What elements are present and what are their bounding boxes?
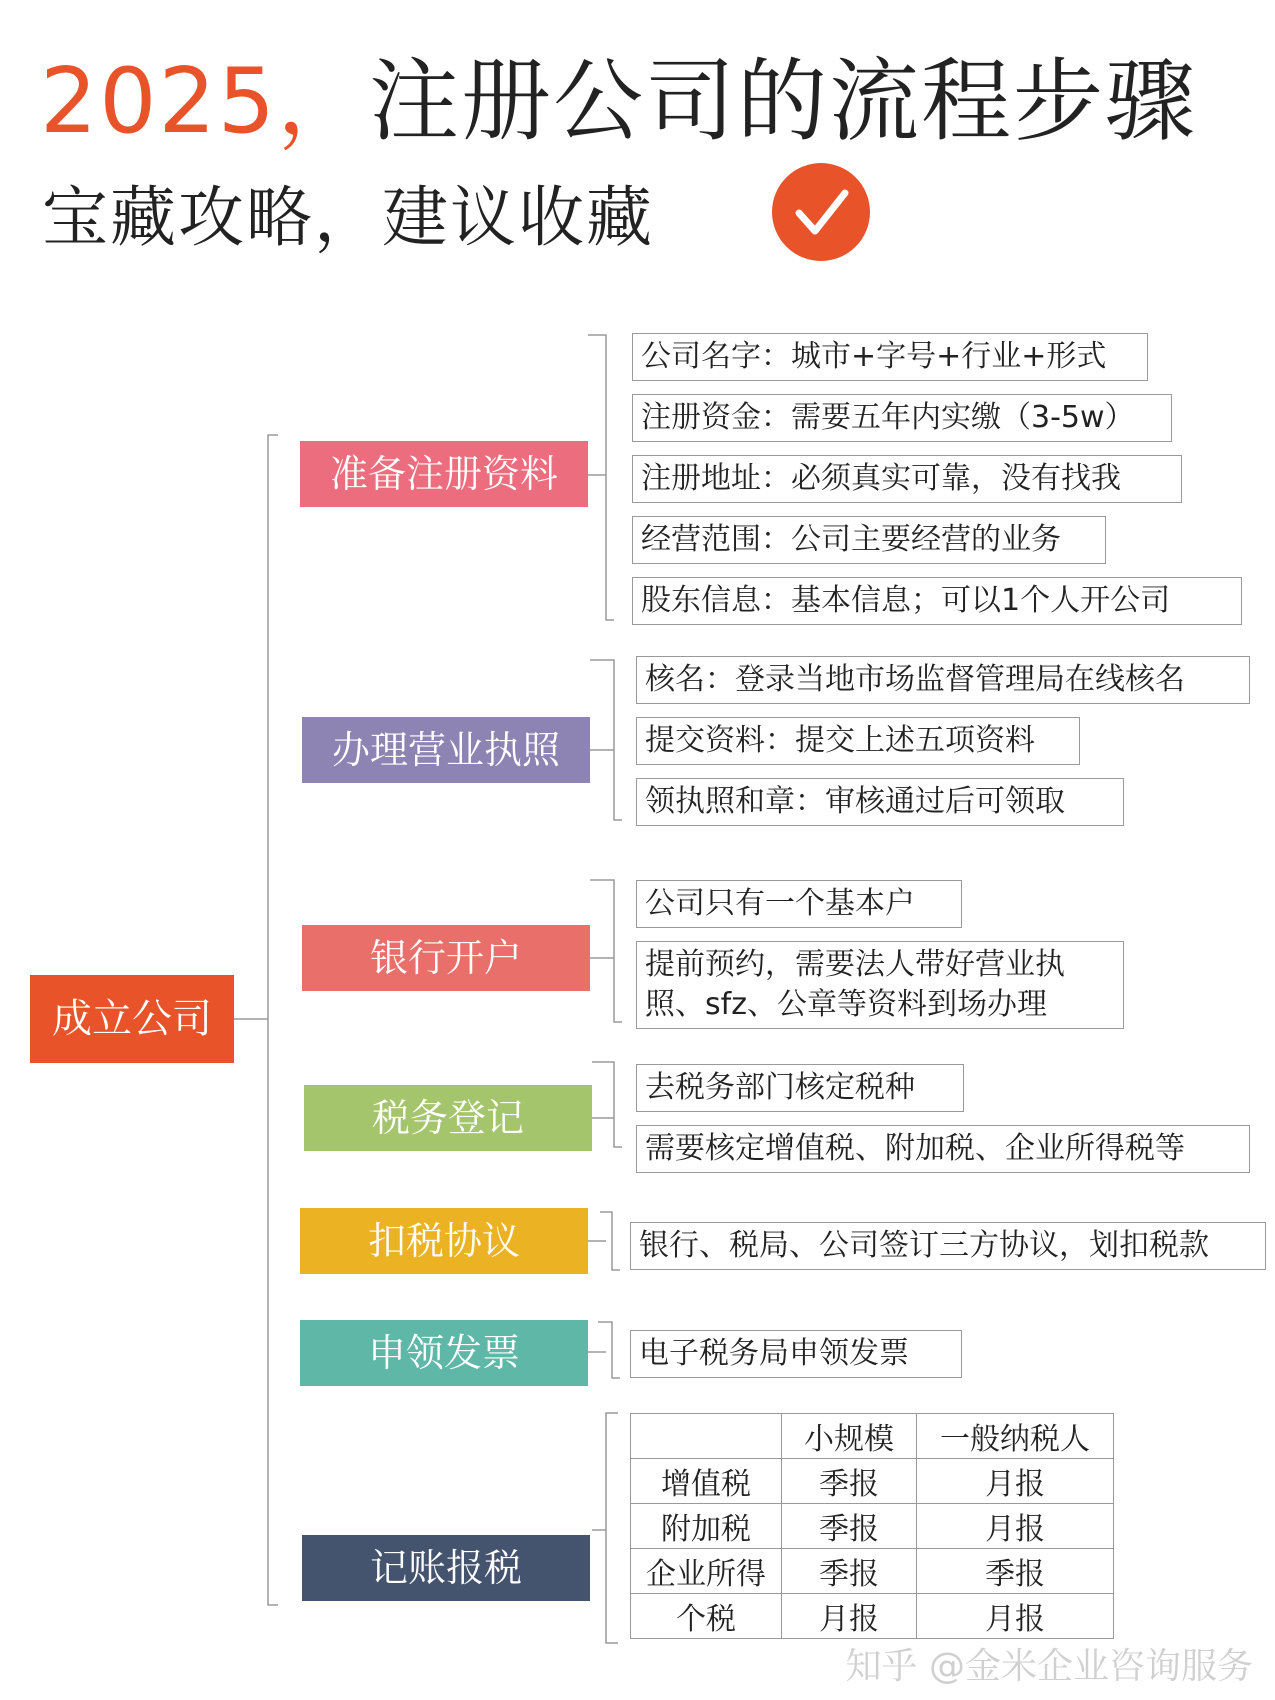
table-cell: 增值税 — [631, 1459, 782, 1504]
table-header-cell — [631, 1414, 782, 1459]
category-bank: 银行开户 — [302, 925, 590, 991]
tax-filing-table — [630, 1413, 1114, 1639]
table-cell: 月报 — [782, 1594, 917, 1639]
category-license: 办理营业执照 — [302, 717, 590, 783]
prepare-item: 注册资金：需要五年内实缴（3-5w） — [632, 394, 1172, 442]
table-cell: 季报 — [782, 1549, 917, 1594]
watermark: 知乎 @金米企业咨询服务 — [845, 1646, 1253, 1687]
title-text: 注册公司的流程步骤 — [369, 49, 1198, 154]
tax-registration-item: 去税务部门核定税种 — [636, 1064, 964, 1112]
table-row — [631, 1594, 1114, 1639]
category-invoice: 申领发票 — [300, 1320, 588, 1386]
table-cell: 月报 — [917, 1594, 1114, 1639]
category-prepare: 准备注册资料 — [300, 441, 588, 507]
deduct-item: 银行、税局、公司签订三方协议，划扣税款 — [630, 1222, 1266, 1270]
table-header-row — [631, 1414, 1114, 1459]
license-item: 领执照和章：审核通过后可领取 — [636, 778, 1124, 826]
license-item: 核名：登录当地市场监督管理局在线核名 — [636, 656, 1250, 704]
bank-item: 公司只有一个基本户 — [636, 880, 962, 928]
prepare-item: 股东信息：基本信息；可以1个人开公司 — [632, 577, 1242, 625]
tax-registration-item: 需要核定增值税、附加税、企业所得税等 — [636, 1125, 1250, 1173]
table-cell: 季报 — [782, 1504, 917, 1549]
table-header-cell: 小规模 — [782, 1414, 917, 1459]
table-header-cell: 一般纳税人 — [917, 1414, 1114, 1459]
table-cell: 季报 — [782, 1459, 917, 1504]
table-cell: 附加税 — [631, 1504, 782, 1549]
table-cell: 月报 — [917, 1459, 1114, 1504]
root-node: 成立公司 — [30, 975, 234, 1063]
title-year: 2025， — [40, 49, 370, 154]
category-tax-registration: 税务登记 — [304, 1085, 592, 1151]
table-row — [631, 1459, 1114, 1504]
category-bookkeeping: 记账报税 — [302, 1535, 590, 1601]
prepare-item: 经营范围：公司主要经营的业务 — [632, 516, 1106, 564]
table-cell: 企业所得 — [631, 1549, 782, 1594]
table-row — [631, 1549, 1114, 1594]
table-cell: 个税 — [631, 1594, 782, 1639]
invoice-item: 电子税务局申领发票 — [630, 1330, 962, 1378]
bank-item: 提前预约，需要法人带好营业执照、sfz、公章等资料到场办理 — [636, 941, 1124, 1029]
prepare-item: 公司名字：城市+字号+行业+形式 — [632, 333, 1148, 381]
table-row — [631, 1504, 1114, 1549]
license-item: 提交资料：提交上述五项资料 — [636, 717, 1080, 765]
prepare-item: 注册地址：必须真实可靠，没有找我 — [632, 455, 1182, 503]
table-cell: 月报 — [917, 1504, 1114, 1549]
page-subtitle: 宝藏攻略，建议收藏 — [42, 179, 654, 256]
table-cell: 季报 — [917, 1549, 1114, 1594]
category-deduct-agreement: 扣税协议 — [300, 1208, 588, 1274]
